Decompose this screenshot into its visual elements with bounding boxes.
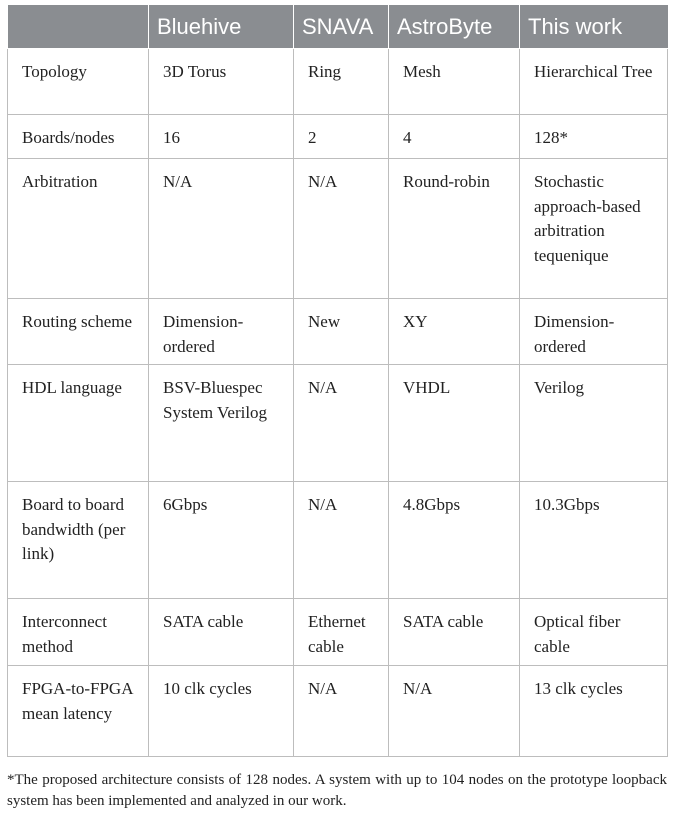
table-cell: 2 — [294, 115, 389, 159]
table-cell: SATA cable — [389, 599, 520, 666]
table-cell: 4.8Gbps — [389, 482, 520, 599]
table-cell: 6Gbps — [149, 482, 294, 599]
table-row — [8, 666, 668, 757]
row-label: Routing scheme — [8, 299, 149, 365]
table-cell: Round-robin — [389, 159, 520, 299]
table-cell: VHDL — [389, 365, 520, 482]
header-snava: SNAVA — [294, 5, 389, 49]
table-cell: 4 — [389, 115, 520, 159]
header-empty — [8, 5, 149, 49]
table-row — [8, 159, 668, 299]
row-label: Interconnect method — [8, 599, 149, 666]
row-label: Board to board bandwidth (per link) — [8, 482, 149, 599]
table-cell: SATA cable — [149, 599, 294, 666]
table-cell: BSV-Bluespec System Verilog — [149, 365, 294, 482]
table-cell: N/A — [294, 666, 389, 757]
table-cell: Stochastic approach-based arbitration tequenique — [520, 159, 668, 299]
table-cell: 16 — [149, 115, 294, 159]
table-row — [8, 599, 668, 666]
table-row — [8, 115, 668, 159]
header-bluehive: Bluehive — [149, 5, 294, 49]
row-label: Topology — [8, 49, 149, 115]
row-label: Arbitration — [8, 159, 149, 299]
table-cell: Ethernet cable — [294, 599, 389, 666]
table-cell: Verilog — [520, 365, 668, 482]
header-row — [8, 5, 668, 49]
table-cell: 10.3Gbps — [520, 482, 668, 599]
table-row — [8, 365, 668, 482]
table-cell: Optical fiber cable — [520, 599, 668, 666]
table-row — [8, 299, 668, 365]
table-footnote: *The proposed architecture consists of 128 nodes. A system with up to 104 nodes on the prototype loopback system has been implemented and analyzed in our work. — [7, 772, 667, 809]
comparison-table — [7, 5, 668, 757]
row-label: HDL language — [8, 365, 149, 482]
table-cell: New — [294, 299, 389, 365]
header-astrobyte: AstroByte — [389, 5, 520, 49]
table-cell: N/A — [294, 482, 389, 599]
table-cell: N/A — [294, 365, 389, 482]
table-cell: XY — [389, 299, 520, 365]
table-cell: N/A — [294, 159, 389, 299]
table-row — [8, 49, 668, 115]
table-cell: Ring — [294, 49, 389, 115]
table-cell: 128* — [520, 115, 668, 159]
table-cell: Hierarchical Tree — [520, 49, 668, 115]
table-cell: Mesh — [389, 49, 520, 115]
comparison-table-container — [7, 5, 667, 757]
table-cell: N/A — [389, 666, 520, 757]
table-cell: N/A — [149, 159, 294, 299]
table-cell: 3D Torus — [149, 49, 294, 115]
table-cell: Dimension-ordered — [149, 299, 294, 365]
row-label: FPGA-to-FPGA mean latency — [8, 666, 149, 757]
table-cell: 13 clk cycles — [520, 666, 668, 757]
row-label: Boards/nodes — [8, 115, 149, 159]
header-this-work: This work — [520, 5, 668, 49]
table-cell: 10 clk cycles — [149, 666, 294, 757]
table-row — [8, 482, 668, 599]
table-cell: Dimension-ordered — [520, 299, 668, 365]
